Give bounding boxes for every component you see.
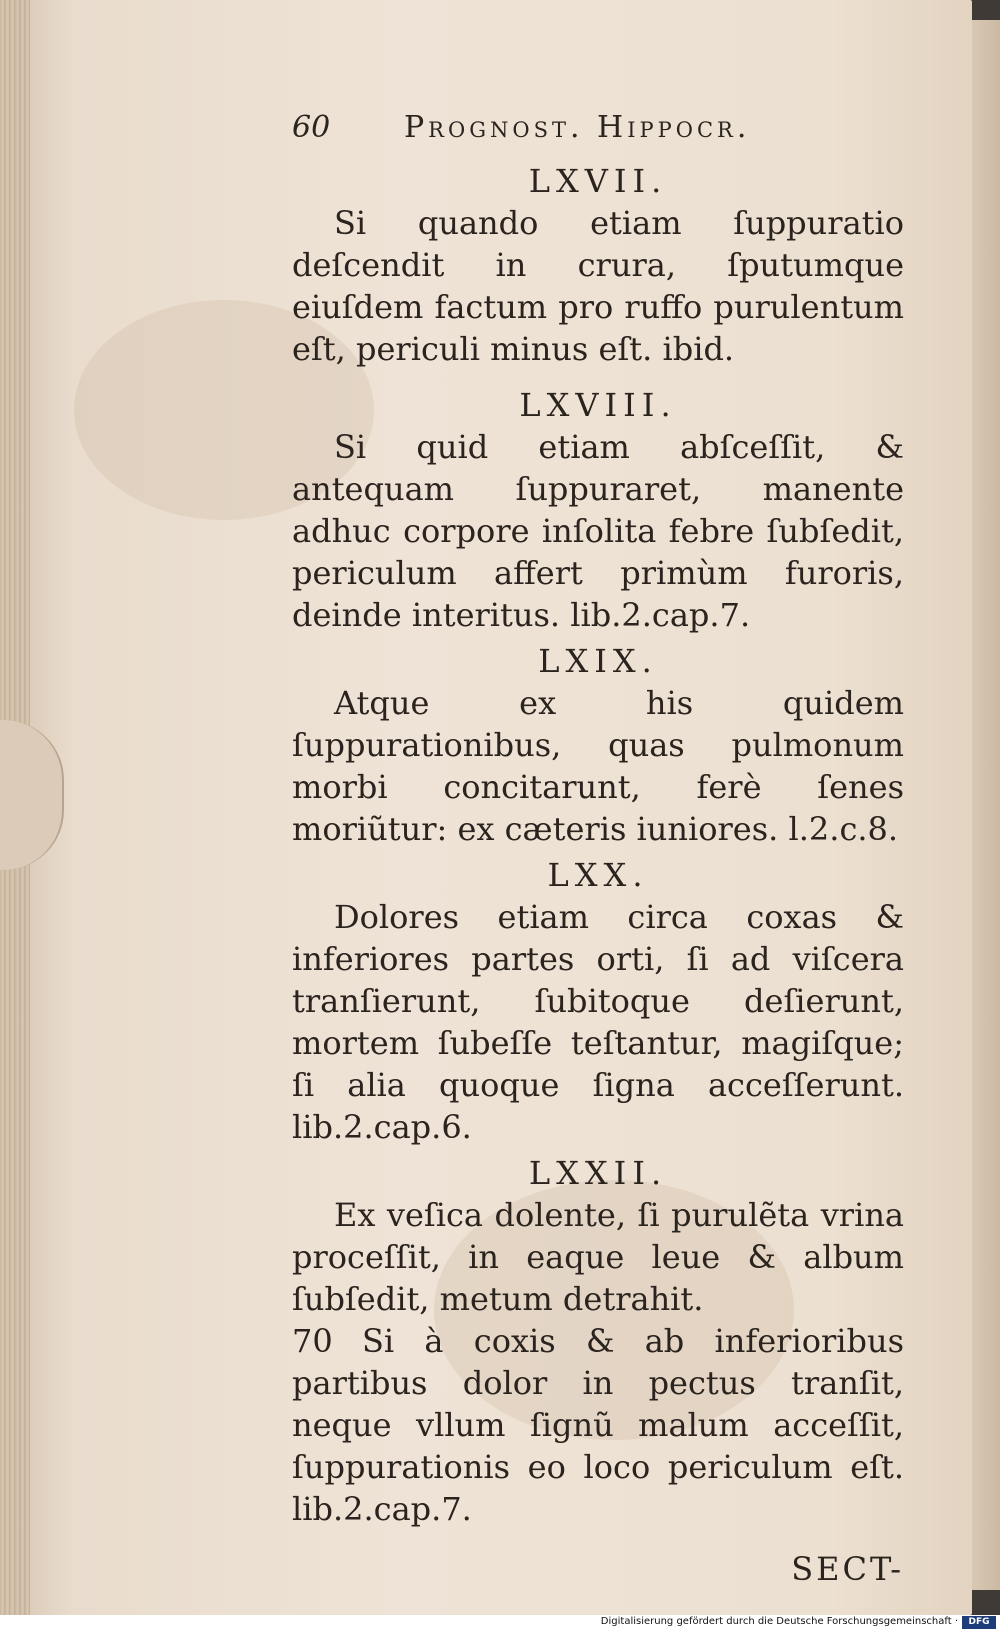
footer-credit: Digitalisierung gefördert durch die Deutsche Forschungsgemeinschaft · xyxy=(600,1616,958,1627)
catchword: SECT- xyxy=(791,1550,904,1588)
section-number: LXXII. xyxy=(528,1154,668,1192)
aphorism-number: 70 xyxy=(292,1322,333,1360)
running-head xyxy=(292,110,832,150)
section-paragraph: Dolores etiam circa coxas & inferiores partes orti, ſi ad viſcera tranſierunt, ſubitoque deſierunt, mortem ſubeſſe teſtantur, magiſque; ſi alia quoque ſigna acceſſerunt. lib.2.cap.6. xyxy=(292,898,904,1146)
section-paragraph: Ex veſica dolente, ſi purulẽta vrina proceſſit, in eaque leue & album ſubſedit, metum detrahit. xyxy=(292,1196,904,1318)
section-paragraph: Atque ex his quidem ſuppurationibus, quas pulmonum morbi concitarunt, ferè ſenes moriũtur: ex cæteris iuniores. l.2.c.8. xyxy=(292,684,904,848)
aphorism-paragraph xyxy=(292,1320,904,1530)
section-paragraph: Si quid etiam abſceſſit, & antequam ſuppuraret, manente adhuc corpore inſolita febre ſubſedit, periculum affert primùm furoris, deinde interitus. lib.2.cap.7. xyxy=(292,428,904,634)
facing-page-edge xyxy=(972,20,1000,1590)
main-text xyxy=(292,160,904,1590)
section-paragraph: Si quando etiam ſuppuratio deſcendit in crura, ſputumque eiuſdem factum pro ruffo purulentum eſt, periculi minus eſt. ibid. xyxy=(292,204,904,368)
aphorism-text: Si à coxis & ab inferioribus partibus dolor in pectus tranſit, neque vllum ſignũ malum acceſſit, ſuppurationis eo loco periculum eſt. lib.2.cap.7. xyxy=(292,1322,904,1528)
running-title: Prognost. Hippocr. xyxy=(404,110,751,145)
dfg-logo: DFG xyxy=(962,1616,996,1629)
section-number: LXVII. xyxy=(528,162,668,200)
section-number: LXIX. xyxy=(538,642,658,680)
digitization-footer xyxy=(0,1615,1000,1631)
section-number: LXX. xyxy=(547,856,649,894)
section-number: LXVIII. xyxy=(519,386,677,424)
page-number: 60 xyxy=(292,110,331,145)
